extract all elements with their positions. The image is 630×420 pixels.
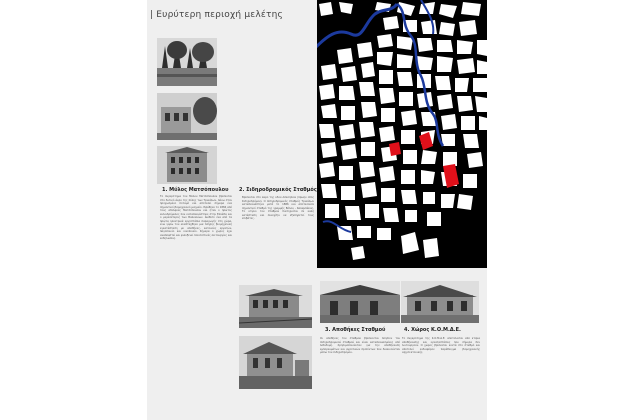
mill-photo-facade (157, 146, 217, 184)
text-mill: Το συγκρότημα του Μύλου Ματσόπουλου βρίσκεται στο δυτικό άκρο της πόλης των Τρικάλων, πάνω στον προχωσμένο ποταμό και αποτελεί σήμερα ένα σημαντικό βιομηχανικό μνημείο. Ιδρύθηκε το 1884 από τους αδελφούς Ματσόπουλου και ήταν ο πρώτος κυλινδρόμυλος που κατασκευάστηκε στην Ελλάδα και ο μεγαλύτερος των Βαλκανίων. Διέθετε ένα από τα πρώτα ηλεκτρικά εργοστάσια παραγωγής στη χώρα, ενώ γύρω του αναπτύχθηκε μια πλήρης βιομηχανική εγκατάσταση με αποθήκες, κατοικίες εργατών, παγοποιείο και οινοποιείο. Σήμερα ο χώρος έχει αναπλαστεί και φιλοξενεί πολιτιστικές λειτουργίες και εκδηλώσεις. (160, 195, 232, 240)
mill-photo-trees (157, 38, 217, 86)
caption-station: 2. Σιδηροδρομικός Σταθμός (239, 187, 317, 193)
page-title: | Ευρύτερη περιοχή μελέτης (150, 10, 283, 20)
komde-photo (401, 281, 479, 323)
text-warehouses: Οι αποθήκες του σταθμού βρίσκονται πλησίον του σιδηροδρομικού σταθμού και είναι κατασκευασμένες από λιθοδομή. Χρησιμοποιούνταν για την αποθήκευση εμπορευμάτων και αγροτικών προϊόντων που διακινούνταν μέσω του σιδηροδρόμου. (320, 337, 400, 354)
station-photo-bottom (239, 336, 312, 389)
caption-mill: 1. Μύλος Ματσόπουλου (162, 187, 229, 193)
caption-warehouses: 3. Αποθήκες Σταθμού (325, 327, 386, 333)
city-map (317, 0, 487, 268)
warehouse-photo (320, 281, 400, 323)
text-komde: Το συγκρότημα της Κ.Ο.Μ.Δ.Ε. αποτελείται από κτίρια αποθήκευσης και εγκαταστάσεις που σήμερα δεν λειτουργούν. Ο χώρος βρίσκεται κοντά στο σταθμό και αποτελεί ενδιαφέρον παράδειγμα βιομηχανικής αρχιτεκτονικής. (402, 337, 480, 354)
caption-komde: 4. Χώρος Κ.Ο.Μ.Δ.Ε. (404, 327, 461, 333)
text-station: Βρίσκεται στο άκρο της οδού Ασκληπιού (πρώην οδός Σιδηροδρόμου). Ο σιδηροδρομικός σταθμός Τρικάλων κατασκευάστηκε μετά το 1886 και αποτελούσε σημαντικό σταθμό της γραμμής Βόλου - Καλαμπάκας. Το κτίριο του σταθμού διατηρείται σε καλή κατάσταση και συνεχίζει να εξυπηρετεί τους επιβάτες. (242, 196, 314, 220)
station-photo-top (239, 285, 312, 328)
mill-photo-building (157, 93, 217, 140)
